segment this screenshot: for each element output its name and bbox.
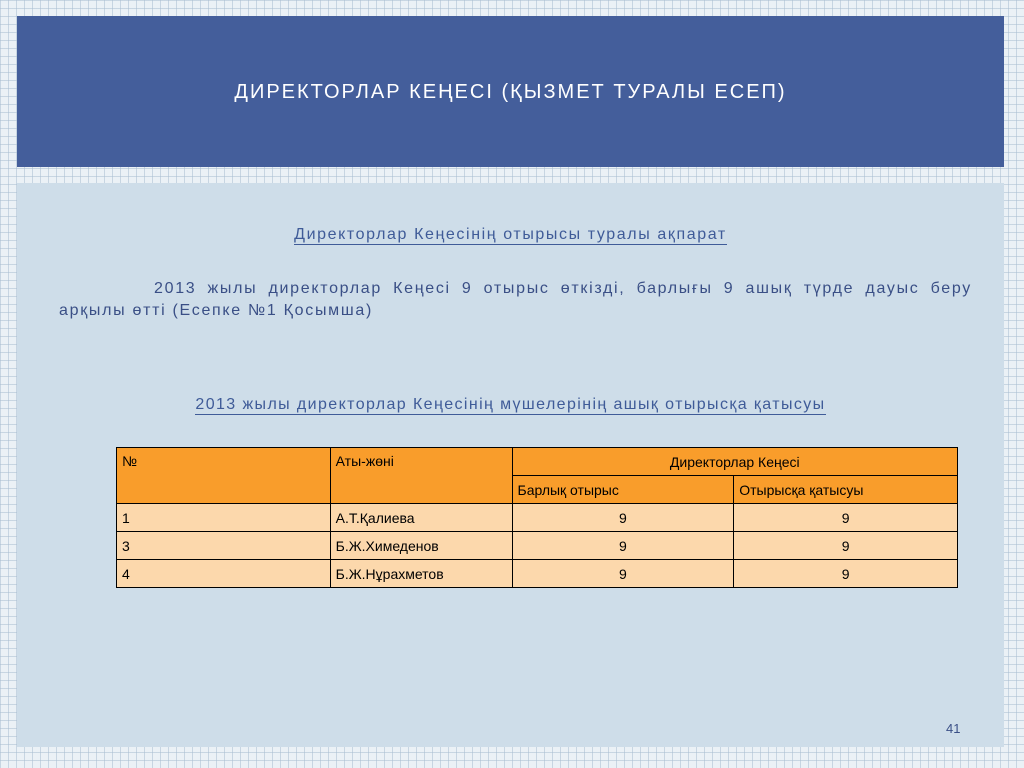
row-attendance: 9 — [734, 532, 958, 560]
row-name: Б.Ж.Химеденов — [330, 532, 512, 560]
table-row — [117, 560, 958, 588]
content-panel — [17, 183, 1004, 747]
row-attendance: 9 — [734, 560, 958, 588]
row-number: 4 — [117, 560, 331, 588]
table-row — [117, 532, 958, 560]
header-board-group: Директорлар Кеңесі — [512, 448, 957, 476]
slide-title: ДИРЕКТОРЛАР КЕҢЕСІ (ҚЫЗМЕТ ТУРАЛЫ ЕСЕП) — [234, 81, 787, 103]
title-banner — [17, 16, 1004, 167]
row-total: 9 — [512, 560, 734, 588]
row-total: 9 — [512, 504, 734, 532]
row-number: 3 — [117, 532, 331, 560]
table-header-row — [117, 448, 958, 476]
row-total: 9 — [512, 532, 734, 560]
summary-paragraph: 2013 жылы директорлар Кеңесі 9 отырыс өткізді, барлығы 9 ашық түрде дауыс беру арқылы өтті (Есепке №1 Қосымша) — [59, 280, 972, 319]
table-row — [117, 504, 958, 532]
header-attendance: Отырысқа қатысуы — [734, 476, 958, 504]
row-number: 1 — [117, 504, 331, 532]
info-subheading — [17, 226, 1004, 244]
header-number: № — [117, 448, 331, 504]
page-number: 41 — [946, 721, 961, 736]
header-name: Аты-жөні — [330, 448, 512, 504]
attendance-table — [116, 447, 958, 588]
header-total-meetings: Барлық отырыс — [512, 476, 734, 504]
row-name: А.Т.Қалиева — [330, 504, 512, 532]
row-name: Б.Ж.Нұрахметов — [330, 560, 512, 588]
row-attendance: 9 — [734, 504, 958, 532]
table-heading-text: 2013 жылы директорлар Кеңесінің мүшелерінің ашық отырысқа қатысуы — [195, 396, 826, 413]
table-heading — [17, 396, 1004, 414]
info-subheading-text: Директорлар Кеңесінің отырысы туралы ақпарат — [294, 226, 727, 243]
